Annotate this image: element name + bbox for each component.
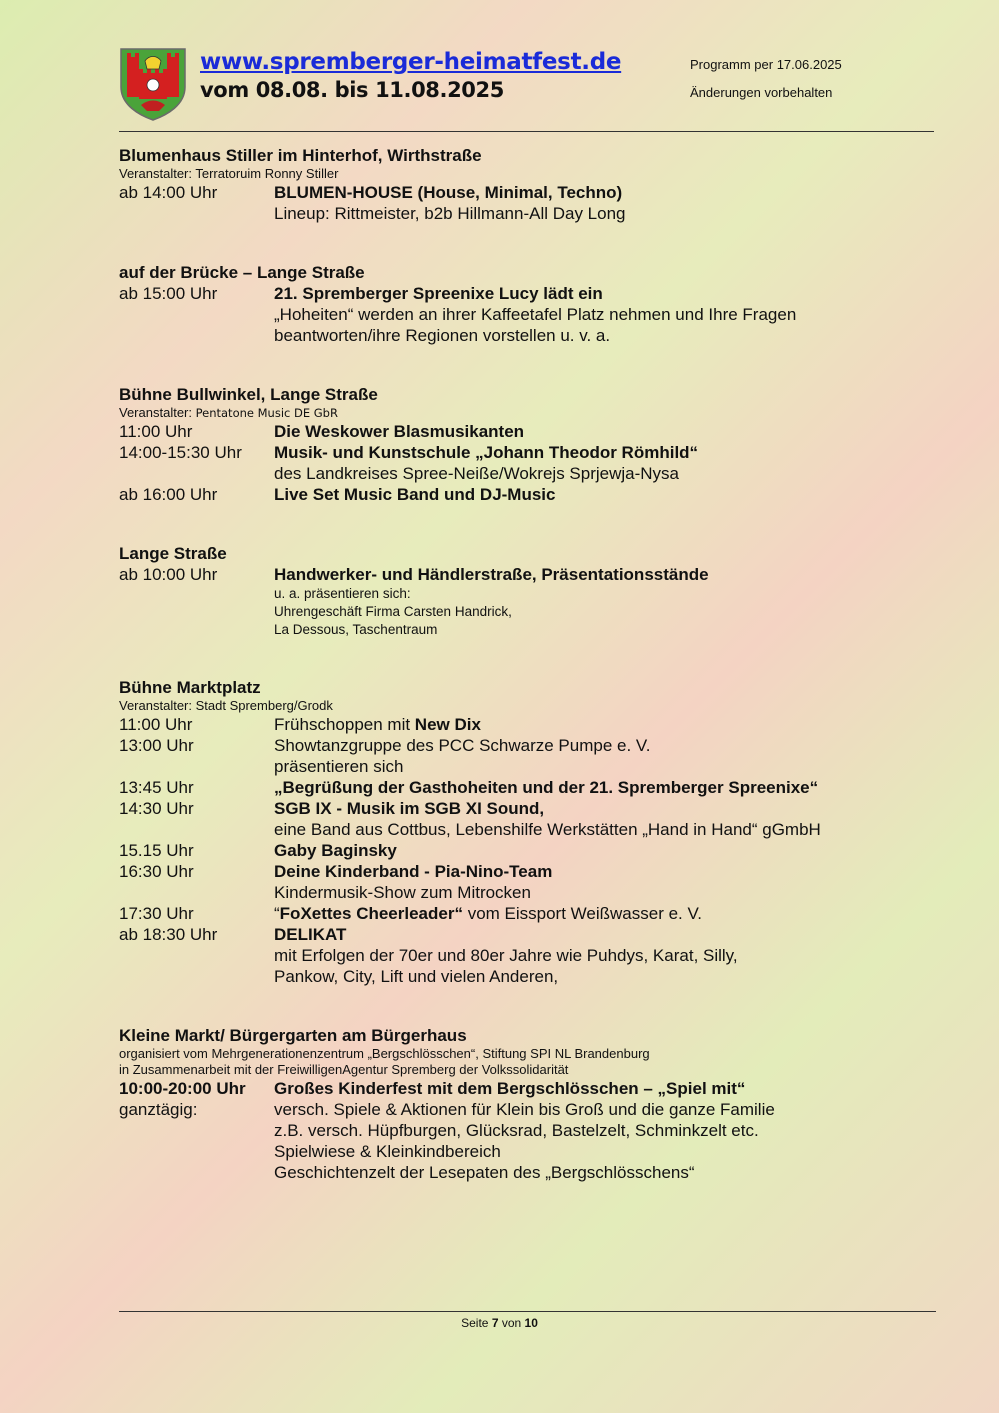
event-title: Gaby Baginsky (274, 841, 397, 860)
program-row (119, 1078, 939, 1099)
program-row (119, 903, 939, 924)
event-title: Live Set Music Band und DJ-Music (274, 485, 556, 504)
venue-section (119, 543, 939, 639)
event-title: FoXettes Cheerleader“ (279, 904, 463, 923)
venue-title: Lange Straße (119, 544, 227, 563)
event-title: Die Weskower Blasmusikanten (274, 422, 525, 441)
organizer (119, 405, 939, 421)
event-time: 11:00 Uhr (119, 715, 193, 734)
event-title: Handwerker- und Händlerstraße, Präsentationsstände (274, 565, 709, 584)
event-title: 21. Spremberger Spreenixe Lucy lädt ein (274, 284, 603, 303)
program-row (119, 924, 939, 987)
changes-note: Änderungen vorbehalten (690, 85, 833, 100)
venue-section (119, 677, 939, 987)
program-row (119, 182, 939, 224)
event-detail: z.B. versch. Hüpfburgen, Glücksrad, Bastelzelt, Schminkzelt etc. (274, 1121, 759, 1140)
event-detail: beantworten/ihre Regionen vorstellen u. v. a. (274, 326, 611, 345)
event-title: Deine Kinderband - Pia-Nino-Team (274, 862, 553, 881)
event-time: 16:30 Uhr (119, 862, 194, 881)
event-title: BLUMEN-HOUSE (House, Minimal, Techno) (274, 183, 623, 202)
venue-title: Kleine Markt/ Bürgergarten am Bürgerhaus (119, 1026, 467, 1045)
event-title: Musik- und Kunstschule „Johann Theodor Römhild“ (274, 443, 699, 462)
event-detail: Kindermusik-Show zum Mitrocken (274, 883, 531, 902)
program-row (119, 421, 939, 442)
organizer: in Zusammenarbeit mit der FreiwilligenAgentur Spremberg der Volkssolidarität (119, 1062, 569, 1077)
event-text: Showtanzgruppe des PCC Schwarze Pumpe e. V. (274, 736, 651, 755)
festival-dates: vom 08.08. bis 11.08.2025 (200, 78, 504, 102)
venue-section (119, 384, 939, 505)
event-time: 17:30 Uhr (119, 904, 194, 923)
event-detail: u. a. präsentieren sich: (274, 586, 411, 601)
spremberg-coat-of-arms-icon (119, 47, 187, 121)
event-time: 15.15 Uhr (119, 841, 194, 860)
program-row (119, 861, 939, 903)
organizer: Veranstalter: Stadt Spremberg/Grodk (119, 698, 333, 713)
page-number: Seite 7 von 10 (461, 1316, 538, 1330)
program-row (119, 735, 939, 777)
program-date: Programm per 17.06.2025 (690, 57, 842, 72)
event-detail: mit Erfolgen der 70er und 80er Jahre wie Puhdys, Karat, Silly, (274, 946, 738, 965)
venue-section (119, 262, 939, 346)
venue-title: Bühne Bullwinkel, Lange Straße (119, 385, 378, 404)
program-list (119, 145, 939, 1221)
event-detail: Spielwiese & Kleinkindbereich (274, 1142, 501, 1161)
event-detail: Lineup: Rittmeister, b2b Hillmann-All Day Long (274, 204, 626, 223)
event-time: ab 18:30 Uhr (119, 925, 218, 944)
event-title: SGB IX - Musik im SGB XI Sound, (274, 799, 545, 818)
event-text: Frühschoppen mit (274, 715, 415, 734)
program-row (119, 283, 939, 346)
program-row (119, 442, 939, 484)
event-title: DELIKAT (274, 925, 347, 944)
event-time: 13:45 Uhr (119, 778, 194, 797)
organizer: organisiert vom Mehrgenerationenzentrum „Bergschlösschen“, Stiftung SPI NL Brandenburg (119, 1046, 650, 1061)
event-detail: Geschichtenzelt der Lesepaten des „Bergschlösschens“ (274, 1163, 695, 1182)
event-title: Großes Kinderfest mit dem Bergschlösschen – „Spiel mit“ (274, 1079, 746, 1098)
event-title: New Dix (414, 715, 481, 734)
event-time: 10:00-20:00 Uhr (119, 1079, 246, 1098)
event-detail: La Dessous, Taschentraum (274, 622, 438, 637)
event-time: ab 14:00 Uhr (119, 183, 218, 202)
event-detail: des Landkreises Spree-Neiße/Wokrejs Sprjewja-Nysa (274, 464, 680, 483)
organizer-name: Pentatone Music DE GbR (195, 406, 338, 420)
event-time: ganztägig: (119, 1100, 198, 1119)
event-title: „Begrüßung der Gasthoheiten und der 21. Spremberger Spreenixe“ (274, 778, 819, 797)
event-time: 14:00-15:30 Uhr (119, 443, 242, 462)
program-row (119, 1099, 939, 1183)
program-row (119, 777, 939, 798)
program-row (119, 840, 939, 861)
event-detail: „Hoheiten“ werden an ihrer Kaffeetafel Platz nehmen und Ihre Fragen (274, 305, 797, 324)
event-detail: Uhrengeschäft Firma Carsten Handrick, (274, 604, 512, 619)
venue-title: auf der Brücke – Lange Straße (119, 263, 365, 282)
venue-title: Bühne Marktplatz (119, 678, 261, 697)
event-detail: eine Band aus Cottbus, Lebenshilfe Werkstätten „Hand in Hand“ gGmbH (274, 820, 821, 839)
program-row (119, 714, 939, 735)
program-row (119, 798, 939, 840)
event-detail: Pankow, City, Lift und vielen Anderen, (274, 967, 559, 986)
footer-divider (119, 1311, 936, 1312)
event-time: ab 15:00 Uhr (119, 284, 218, 303)
venue-title: Blumenhaus Stiller im Hinterhof, Wirthstraße (119, 146, 482, 165)
event-text: “ (274, 904, 280, 923)
organizer: Veranstalter: Terratoruim Ronny Stiller (119, 166, 339, 181)
venue-section (119, 1025, 939, 1183)
event-time: 13:00 Uhr (119, 736, 194, 755)
event-time: ab 16:00 Uhr (119, 485, 218, 504)
event-detail: versch. Spiele & Aktionen für Klein bis Groß und die ganze Familie (274, 1100, 775, 1119)
event-time: 11:00 Uhr (119, 422, 193, 441)
event-text: vom Eissport Weißwasser e. V. (462, 904, 702, 923)
program-row (119, 484, 939, 505)
program-row (119, 564, 939, 639)
header-divider (119, 131, 934, 132)
event-time: ab 10:00 Uhr (119, 565, 218, 584)
event-detail: präsentieren sich (274, 757, 404, 776)
venue-section (119, 145, 939, 224)
organizer-prefix: Veranstalter: (119, 405, 196, 420)
event-time: 14:30 Uhr (119, 799, 194, 818)
website-link[interactable]: www.spremberger-heimatfest.de (200, 49, 622, 75)
